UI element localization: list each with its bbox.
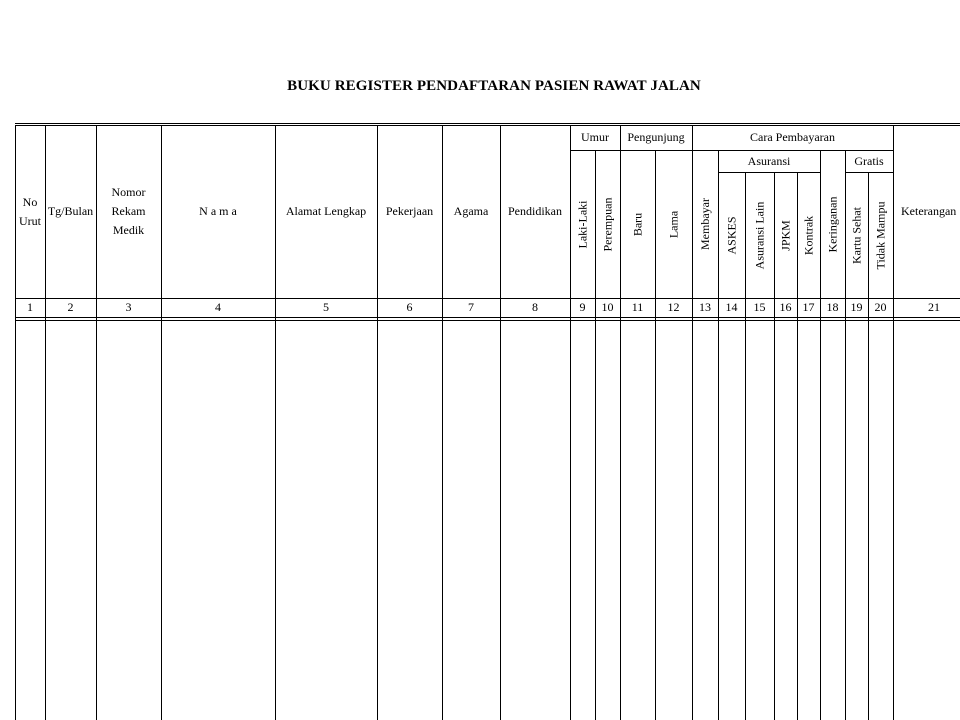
- column-number-2: 2: [67, 300, 74, 314]
- column-number-20: 20: [874, 300, 887, 314]
- header-keterangan: Keterangan: [901, 204, 957, 218]
- column-number-10: 10: [601, 300, 614, 314]
- header-kontrak: Kontrak: [801, 215, 815, 255]
- column-number-14: 14: [725, 300, 738, 314]
- header-keringanan: Keringanan: [825, 196, 839, 252]
- header-membayar: Membayar: [697, 198, 712, 250]
- column-number-13: 13: [699, 300, 711, 314]
- column-number-8: 8: [532, 300, 538, 314]
- column-number-21: 21: [928, 300, 940, 314]
- column-number-1: 1: [27, 300, 33, 314]
- number-row-rule: [15, 317, 960, 318]
- column-number-7: 7: [468, 300, 474, 314]
- header-gratis: Gratis: [854, 153, 884, 168]
- column-number-16: 16: [779, 300, 792, 314]
- header-nomor-rekam-medik: Nomor Rekam Medik: [111, 185, 146, 237]
- column-divider: [96, 125, 97, 720]
- header-laki-laki: Laki-Laki: [575, 200, 589, 248]
- header-pekerjaan: Pekerjaan: [385, 204, 434, 218]
- header-tg-bulan: Tg/Bulan: [47, 204, 94, 218]
- table-top-rule: [15, 123, 960, 124]
- column-number-5: 5: [323, 300, 329, 314]
- column-number-12: 12: [667, 300, 680, 314]
- header-alamat-lengkap: Alamat Lengkap: [285, 204, 367, 218]
- header-kartu-sehat: Kartu Sehat: [849, 206, 863, 264]
- header-lama: Lama: [666, 210, 680, 238]
- column-number-17: 17: [802, 300, 815, 314]
- header-asuransi-lain: Asuransi Lain: [752, 201, 766, 269]
- column-number-4: 4: [215, 300, 221, 314]
- header-tidak-mampu: Tidak Mampu: [873, 201, 887, 269]
- header-baru: Baru: [630, 212, 644, 236]
- column-number-11: 11: [631, 300, 644, 314]
- header-perempuan: Perempuan: [600, 197, 614, 251]
- page-title: BUKU REGISTER PENDAFTARAN PASIEN RAWAT JALAN: [287, 78, 701, 94]
- header-pengunjung: Pengunjung: [627, 130, 685, 144]
- number-row-rule-inner: [15, 320, 960, 321]
- header-cara-pembayaran: Cara Pembayaran: [750, 130, 835, 144]
- header-pendidikan: Pendidikan: [508, 204, 562, 218]
- column-number-3: 3: [125, 300, 132, 314]
- header-asuransi: Asuransi: [747, 153, 791, 168]
- header-jpkm: JPKM: [778, 219, 792, 251]
- column-number-6: 6: [406, 300, 413, 314]
- column-number-9: 9: [579, 300, 586, 314]
- column-number-15: 15: [753, 300, 766, 314]
- header-nama: N a m a: [199, 204, 237, 218]
- header-no-urut: No Urut: [19, 194, 41, 228]
- header-agama: Agama: [453, 204, 489, 218]
- column-divider: [15, 125, 16, 720]
- column-number-18: 18: [826, 300, 839, 314]
- header-askes: ASKES: [724, 216, 738, 255]
- header-umur: Umur: [581, 130, 609, 144]
- column-number-19: 19: [850, 300, 863, 314]
